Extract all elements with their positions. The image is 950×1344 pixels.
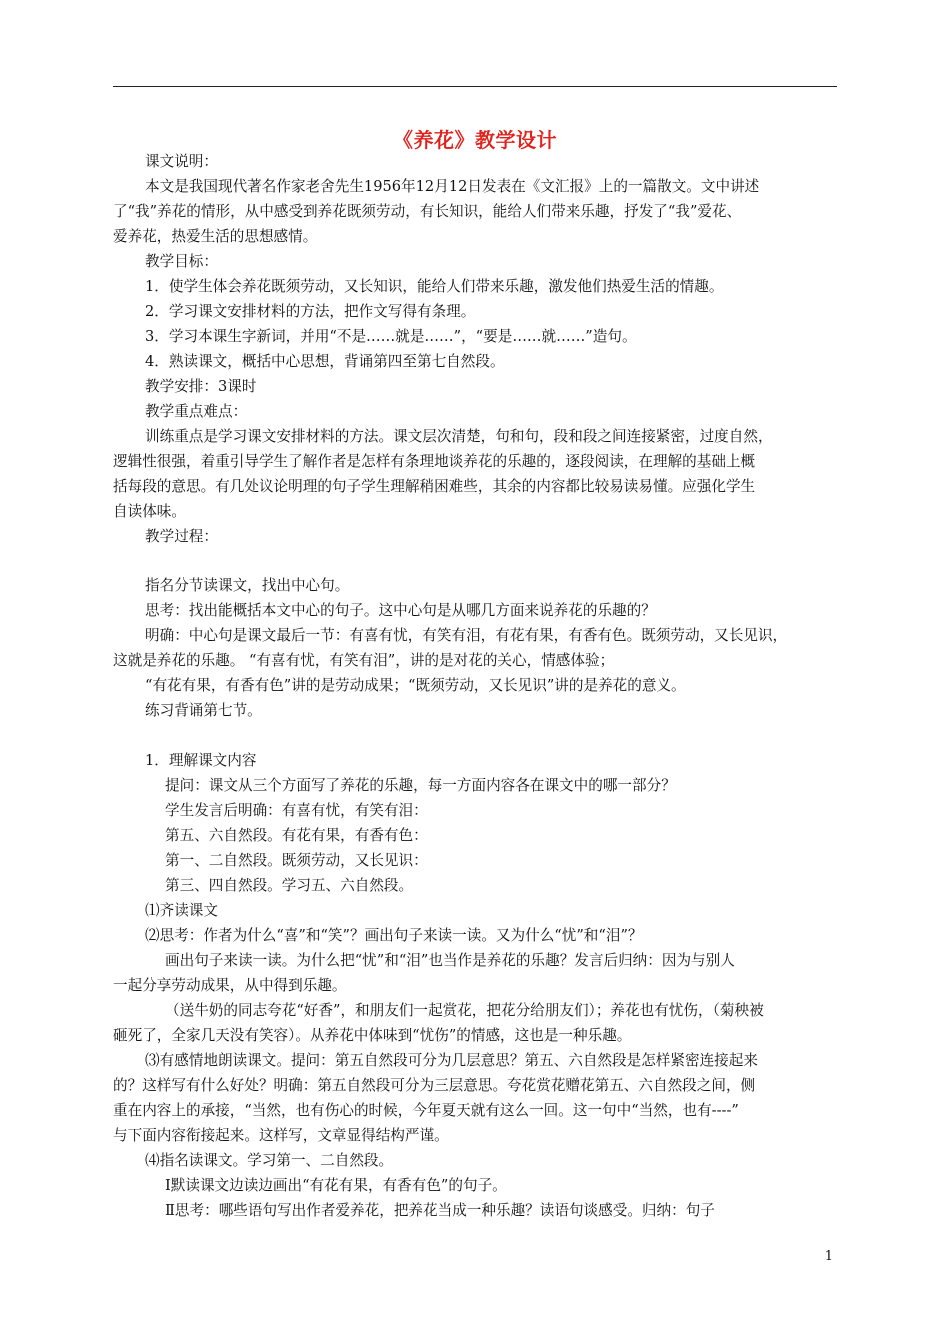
text-line: 本文是我国现代著名作家老舍先生1956年12月12日发表在《文汇报》上的一篇散文。文中讲述 bbox=[145, 178, 760, 195]
text-line: ⑴齐读课文 bbox=[145, 902, 218, 919]
text-line: 教学目标： bbox=[145, 253, 218, 270]
header-rule bbox=[113, 86, 837, 87]
text-line: 画出句子来读一读。为什么把“忧”和“泪”也当作是养花的乐趣？发言后归纳：因为与别人 bbox=[165, 952, 735, 969]
text-line: 重在内容上的承接，“当然，也有伤心的时候，今年夏天就有这么一回。这一句中“当然，也有----” bbox=[113, 1102, 739, 1119]
page-number: 1 bbox=[824, 1249, 833, 1264]
text-line: Ⅰ默读课文边读边画出“有花有果，有香有色”的句子。 bbox=[165, 1177, 507, 1194]
text-line: Ⅱ思考：哪些语句写出作者爱养花，把养花当成一种乐趣？读语句谈感受。归纳：句子 bbox=[165, 1202, 715, 1219]
text-line: 爱养花，热爱生活的思想感情。 bbox=[113, 228, 318, 245]
text-line: 课文说明： bbox=[145, 153, 218, 170]
document-title: 《养花》教学设计 bbox=[393, 128, 557, 152]
text-line: ⑶有感情地朗读课文。提问：第五自然段可分为几层意思？第五、六自然段是怎样紧密连接起来 bbox=[145, 1052, 758, 1069]
text-line: 学生发言后明确：有喜有忧，有笑有泪： bbox=[165, 802, 428, 819]
text-line: 练习背诵第七节。 bbox=[145, 702, 262, 719]
text-line: 3．学习本课生字新词，并用“不是……就是……”，“要是……就……”造句。 bbox=[145, 328, 637, 345]
text-line: 第五、六自然段。有花有果，有香有色： bbox=[165, 827, 428, 844]
text-line: 思考：找出能概括本文中心的句子。这中心句是从哪几方面来说养花的乐趣的？ bbox=[145, 602, 656, 619]
text-line: 提问：课文从三个方面写了养花的乐趣，每一方面内容各在课文中的哪一部分？ bbox=[165, 777, 676, 794]
text-line: 指名分节读课文，找出中心句。 bbox=[145, 577, 350, 594]
text-line: 1．使学生体会养花既须劳动，又长知识，能给人们带来乐趣，激发他们热爱生活的情趣。 bbox=[145, 278, 724, 295]
text-line: 训练重点是学习课文安排材料的方法。课文层次清楚，句和句，段和段之间连接紧密，过度自然， bbox=[145, 428, 773, 445]
text-line: 4．熟读课文，概括中心思想，背诵第四至第七自然段。 bbox=[145, 353, 505, 370]
text-line: 了“我”养花的情形，从中感受到养花既须劳动，有长知识，能给人们带来乐趣，抒发了“我”爱花、 bbox=[113, 203, 742, 220]
text-line: 教学过程： bbox=[145, 528, 218, 545]
text-line: 教学重点难点： bbox=[145, 403, 248, 420]
text-line: 一起分享劳动成果，从中得到乐趣。 bbox=[113, 977, 347, 994]
text-line: 第三、四自然段。学习五、六自然段。 bbox=[165, 877, 414, 894]
text-line: ⑵思考：作者为什么“喜”和“笑”？画出句子来读一读。又为什么“忧”和“泪”？ bbox=[145, 927, 643, 944]
text-line: 与下面内容衔接起来。这样写，文章显得结构严谨。 bbox=[113, 1127, 449, 1144]
text-line: “有花有果，有香有色”讲的是劳动成果；“既须劳动，又长见识”讲的是养花的意义。 bbox=[145, 677, 686, 694]
text-line: 1．理解课文内容 bbox=[145, 752, 257, 769]
text-line: 第一、二自然段。既须劳动，又长见识： bbox=[165, 852, 428, 869]
text-line: 自读体味。 bbox=[113, 503, 186, 520]
text-line: 明确：中心句是课文最后一节：有喜有忧，有笑有泪，有花有果，有香有色。既须劳动，又长见识， bbox=[145, 627, 788, 644]
text-line: 2．学习课文安排材料的方法，把作文写得有条理。 bbox=[145, 303, 476, 320]
text-line: 的？这样写有什么好处？明确：第五自然段可分为三层意思。夸花赏花赠花第五、六自然段之间，侧 bbox=[113, 1077, 756, 1094]
text-line: （送牛奶的同志夸花“好香”，和朋友们一起赏花，把花分给朋友们）；养花也有忧伤，（菊秧被 bbox=[165, 1002, 764, 1019]
text-line: 这就是养花的乐趣。 “有喜有忧，有笑有泪”，讲的是对花的关心，情感体验； bbox=[113, 652, 615, 669]
text-line: 逻辑性很强，着重引导学生了解作者是怎样有条理地谈养花的乐趣的，逐段阅读，在理解的基础上概 bbox=[113, 453, 756, 470]
text-line: 教学安排：3课时 bbox=[145, 378, 257, 395]
text-line: 括每段的意思。有几处议论明理的句子学生理解稍困难些，其余的内容都比较易读易懂。应强化学生 bbox=[113, 478, 756, 495]
text-line: 砸死了，全家几天没有笑容）。从养花中体味到“忧伤”的情感，这也是一种乐趣。 bbox=[113, 1027, 632, 1044]
text-line: ⑷指名读课文。学习第一、二自然段。 bbox=[145, 1152, 394, 1169]
